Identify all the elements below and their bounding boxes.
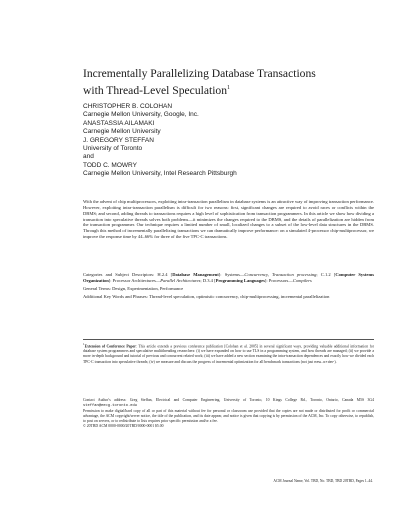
copyright-line: © 20TBD ACM 0000-0000/20TBD/0000-0001 $5.00 — [83, 424, 164, 429]
footnote-mark: 1 — [83, 342, 85, 346]
author-affiliation: Carnegie Mellon University — [83, 128, 161, 136]
author-affiliation: Carnegie Mellon University, Google, Inc. — [83, 111, 199, 119]
paper-title — [83, 67, 373, 99]
author-affiliation: University of Toronto — [83, 145, 143, 153]
author-conjunction: and — [83, 153, 94, 161]
footnote: $^1$Extension of Conference Paper: This article extends a previous conference publication [Colohan et al. 2005] in several significant ways, providing valuable additional information for database system programmers and speculative multithreading researchers: (i) we have expanded on how to use TLS in a programming system, and how threads are managed; (ii) we provide a more in-depth background and tutorial of previous and concurrent related work; (iii) we have added a new section examining the intra-transaction dependences and exactly how we divided each TPC-C transaction into speculative threads; (iv) we measure and discuss the progress of incremental optimization for all benchmark transactions (not just new-order). — [83, 342, 374, 365]
author-name: TODD C. MOWRY — [83, 161, 137, 169]
author-list — [83, 103, 373, 179]
contact-address: Contact Author's address: Greg Steffan, Electrical and Computer Engineering, University of Toronto, 10 Kings College Rd., Toronto, Ontario, Canada M5S 3G4 steffan@eecg.toronto.edu — [83, 398, 374, 409]
author-affiliation: Carnegie Mellon University, Intel Research Pittsburgh — [83, 170, 237, 178]
author-name: J. GREGORY STEFFAN — [83, 136, 154, 144]
footnote-code: new-order — [314, 360, 335, 365]
title-line-1: Incrementally Parallelizing Database Transactions — [83, 67, 316, 80]
author-name: CHRISTOPHER B. COLOHAN — [83, 103, 173, 110]
categories-descriptors: Categories and Subject Descriptors: H.2.4 [Database Management]: Systems—Concurrency, Transaction processing; C.1.2 [Computer Systems Organization]: Processor Architectures—Parallel Architectures; D.3.4 [Programming Languages]: Processors—Compilers — [83, 272, 374, 283]
paper-metadata — [83, 272, 374, 303]
abstract: With the advent of chip multiprocessors, exploiting intra-transaction parallelism in database systems is an attractive way of improving transaction performance. However, exploiting intra-transaction parallelism is difficult for two reasons: first, significant changes are required to avoid races or conflicts within the DBMS; and second, adding threads to transactions requires a high level of sophistication from transaction programmers. In this article we show how dividing a transaction into speculative threads solves both problems—it minimizes the changes required to the DBMS, and the details of parallelization are hidden from the transaction programmer. Our technique requires a limited number of small, localized changes to a subset of the low-level data structures in the DBMS. Through this method of incrementally parallelizing transactions we can dramatically improve performance: on a simulated 4-processor chip-multiprocessor, we improve the response time by 44–66% for three of the five TPC-C transactions. — [83, 199, 374, 240]
title-line-2: with Thread-Level Speculation$^1$ — [83, 84, 231, 98]
footnote-divider — [83, 339, 374, 340]
page-footer: ACM Journal Name, Vol. TBD, No. TBD, TBD 20TBD, Pages 1–44. — [273, 479, 373, 483]
keywords: Additional Key Words and Phrases: Thread-level speculation, optimistic concurrency, chip-multiprocessing, incremental parallelization — [83, 294, 330, 300]
footnote-text: : This article extends a previous conference publication [Colohan et al. 2005] in several significant ways, providing valuable additional information for database system programmers and speculative multithreading researchers: (i) we have expanded on how to use TLS in a programming system, and how threads are managed; (ii) we provide a more in-depth background and tutorial of previous and concurrent related work; (iii) we have added a new section examining the intra-transaction dependences and exactly how we divided each TPC-C transaction into speculative threads; (iv) we measure and discuss the progress of incremental optimization for all benchmark transactions (not just — [83, 344, 374, 364]
footnote-label: Extension of Conference Paper — [84, 344, 136, 349]
author-name: ANASTASSIA AILAMAKI — [83, 119, 155, 127]
general-terms: General Terms: Design, Experimentation, Performance — [83, 286, 184, 292]
title-footnote-mark: 1 — [227, 85, 231, 92]
contact-and-permissions — [83, 398, 374, 430]
contact-email[interactable]: steffan@eecg.toronto.edu — [83, 404, 138, 409]
permission-notice: Permission to make digital/hard copy of all or part of this material without fee for personal or classroom use provided that the copies are not made or distributed for profit or commercial advantage, the ACM copyright/server notice, the title of the publication, and its date appear, and notice is given that copying is by permission of the ACM, Inc. To copy otherwise, to republish, to post on servers, or to redistribute to lists requires prior specific permission and/or a fee. — [83, 409, 374, 424]
